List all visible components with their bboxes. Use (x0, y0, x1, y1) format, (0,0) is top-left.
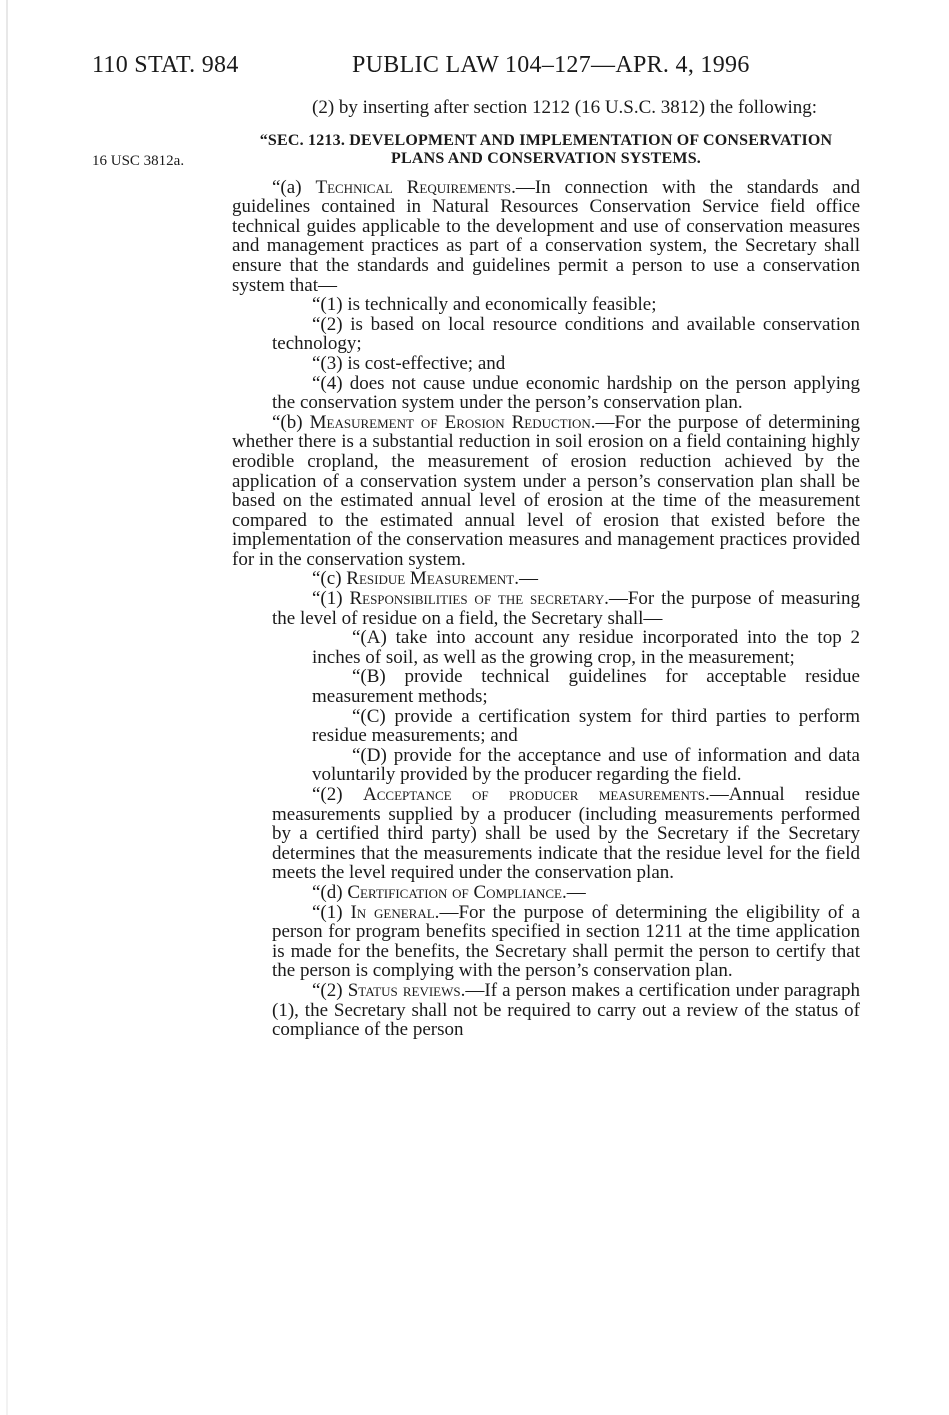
subsection-c-p2-text: —Annual residue measurements supplied by a producer (including measurements performed by a certified third party) shall be used by the Secretary if the Secretary determines that the measurements indicate that the residue level for the field meets the level required under the conservation plan. (272, 784, 860, 884)
subsection-c-dash: — (518, 568, 538, 590)
subsection-c-p2-caption: Acceptance of producer measurements. (363, 784, 710, 805)
subsection-b-text: —For the purpose of determining whether there is a substantial reduction in soil erosion on a field containing highly erodible cropland, the measurement of erosion reduction achieved by the application of a conservation system under a person’s conservation plan shall be based on the estimated annual level of erosion at the time of the measurement compared to the estimated annual level of erosion that existed before the implementation of the conservation measures and management practices provided for in the conservation system. (232, 411, 860, 570)
subsection-d-p1-caption: In general. (350, 901, 440, 923)
subsection-c-p1-text: —For the purpose of measuring the level of residue on a field, the Secretary shall— (272, 588, 861, 629)
subsection-d-p2-text: —If a person makes a certification under paragraph (1), the Secretary shall not be required to carry out a review of the status of compliance of the person (272, 979, 861, 1041)
subsection-d-dash: — (566, 881, 586, 903)
subsection-d-p1-text: —For the purpose of determining the eligibility of a person for program benefits specified in section 1211 at the time application is made for the benefits, the Secretary shall permit the person to certify that the person is complying with the person’s conservation plan. (272, 901, 861, 982)
subsection-a-caption: Technical Requirements. (315, 176, 516, 198)
subsection-d-paragraph-2 (272, 981, 860, 1040)
usc-margin-note: 16 USC 3812a. (92, 153, 185, 169)
subsection-c-paragraph-1 (272, 589, 860, 628)
subsection-d-p1-label: “(1) (312, 901, 351, 923)
subsection-c-paragraph-2 (272, 785, 860, 883)
subsection-c-item-b: “(B) provide technical guidelines for acceptable residue measurement methods; (312, 666, 860, 708)
subsection-b-caption: Measurement of Erosion Reduction. (309, 411, 596, 433)
subsection-c-label: “(c) (312, 568, 347, 590)
subsection-a (232, 178, 860, 296)
subsection-d (272, 883, 860, 903)
subsection-a-item-1: “(1) is technically and economically feasible; (312, 294, 657, 316)
subsection-c-p1-caption: Responsibilities of the secretary. (349, 588, 609, 610)
subsection-a-item-4: “(4) does not cause undue economic hardship on the person applying the conservation system under the person’s conservation plan. (272, 372, 860, 414)
subsection-c-item-d: “(D) provide for the acceptance and use of information and data voluntarily provided by the producer regarding the field. (312, 744, 860, 786)
subsection-d-p2-caption: Status reviews. (347, 979, 466, 1001)
subsection-b (232, 413, 860, 570)
subsection-d-caption: Certification of Compliance. (347, 881, 567, 903)
document-body (232, 97, 861, 1041)
public-law-citation: PUBLIC LAW 104–127—APR. 4, 1996 (352, 52, 750, 78)
subsection-d-label: “(d) (312, 881, 348, 903)
subsection-d-paragraph-1 (272, 903, 860, 981)
subsection-b-label: “(b) (272, 411, 310, 433)
subsection-d-p2-label: “(2) (312, 979, 348, 1001)
subsection-a-item-2: “(2) is based on local resource conditions and available conservation technology; (272, 313, 860, 355)
subsection-c-item-a: “(A) take into account any residue incorporated into the top 2 inches of soil, as well as the growing crop, in the measurement; (312, 627, 860, 668)
subsection-c-caption: Residue Measurement. (346, 568, 519, 590)
intro-paragraph: (2) by inserting after section 1212 (16 U.S.C. 3812) the following: (312, 97, 818, 118)
subsection-a-label: “(a) (272, 176, 316, 198)
subsection-c-item-c: “(C) provide a certification system for third parties to perform residue measurements; and (312, 705, 860, 747)
subsection-a-text: —In connection with the standards and guidelines contained in Natural Resources Conservation Service field office technical guides applicable to the development and use of conservation measures and management practices as part of a conservation system, the Secretary shall ensure that the standards and guidelines permit a person to use a conservation system that— (232, 176, 860, 296)
subsection-c-p2-label: “(2) (312, 784, 364, 805)
page-edge-shadow (6, 0, 8, 1415)
subsection-c (272, 569, 860, 589)
subsection-a-item-3: “(3) is cost-effective; and (312, 352, 506, 374)
section-heading: “SEC. 1213. DEVELOPMENT AND IMPLEMENTATION OF CONSERVATION PLANS AND CONSERVATION SYSTEMS. (259, 131, 833, 167)
statute-page-number: 110 STAT. 984 (92, 52, 239, 78)
subsection-c-p1-label: “(1) (312, 588, 350, 610)
